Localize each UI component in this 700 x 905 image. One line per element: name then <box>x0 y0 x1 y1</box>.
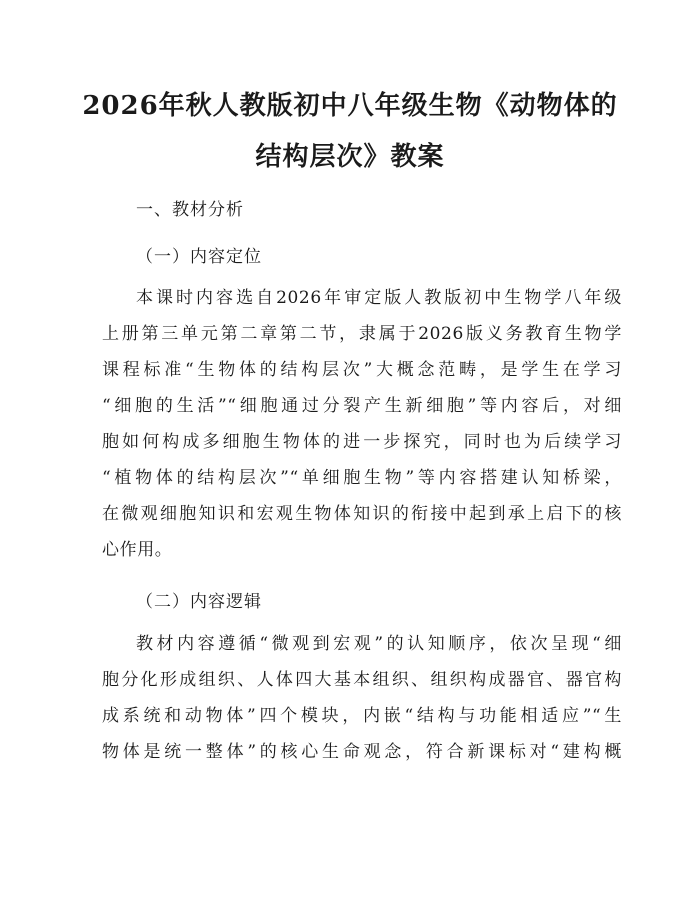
paragraph-line: 上册第三单元第二章第二节，隶属于2026版义务教育生物学 <box>102 324 622 344</box>
document-title-line-1: 2026年秋人教版初中八年级生物《动物体的 <box>82 91 618 121</box>
paragraph-line: 心作用。 <box>102 540 173 560</box>
paragraph-content-positioning <box>102 285 622 573</box>
paragraph-line: “植物体的结构层次”“单细胞生物”等内容搭建认知桥梁， <box>102 468 622 488</box>
document-title-line-2: 结构层次》教案 <box>255 142 445 172</box>
paragraph-line: 教材内容遵循“微观到宏观”的认知顺序，依次呈现“细 <box>136 634 622 654</box>
paragraph-line: 课程标准“生物体的结构层次”大概念范畴，是学生在学习 <box>102 360 622 380</box>
paragraph-line: 胞如何构成多细胞生物体的进一步探究，同时也为后续学习 <box>102 432 622 452</box>
paragraph-content-logic <box>102 631 622 775</box>
paragraph-line: 物体是统一整体”的核心生命观念，符合新课标对“建构概 <box>102 742 622 762</box>
paragraph-line: “细胞的生活”“细胞通过分裂产生新细胞”等内容后，对细 <box>102 396 622 416</box>
subsection-heading-content-logic: （二）内容逻辑 <box>136 592 262 612</box>
paragraph-line: 胞分化形成组织、人体四大基本组织、组织构成器官、器官构 <box>102 670 622 690</box>
paragraph-line: 成系统和动物体”四个模块，内嵌“结构与功能相适应”“生 <box>102 706 622 726</box>
paragraph-line: 本课时内容选自2026年审定版人教版初中生物学八年级 <box>136 288 622 308</box>
section-heading-textbook-analysis: 一、教材分析 <box>136 200 244 220</box>
subsection-heading-content-positioning: （一）内容定位 <box>136 247 262 267</box>
paragraph-line: 在微观细胞知识和宏观生物体知识的衔接中起到承上启下的核 <box>102 504 622 524</box>
